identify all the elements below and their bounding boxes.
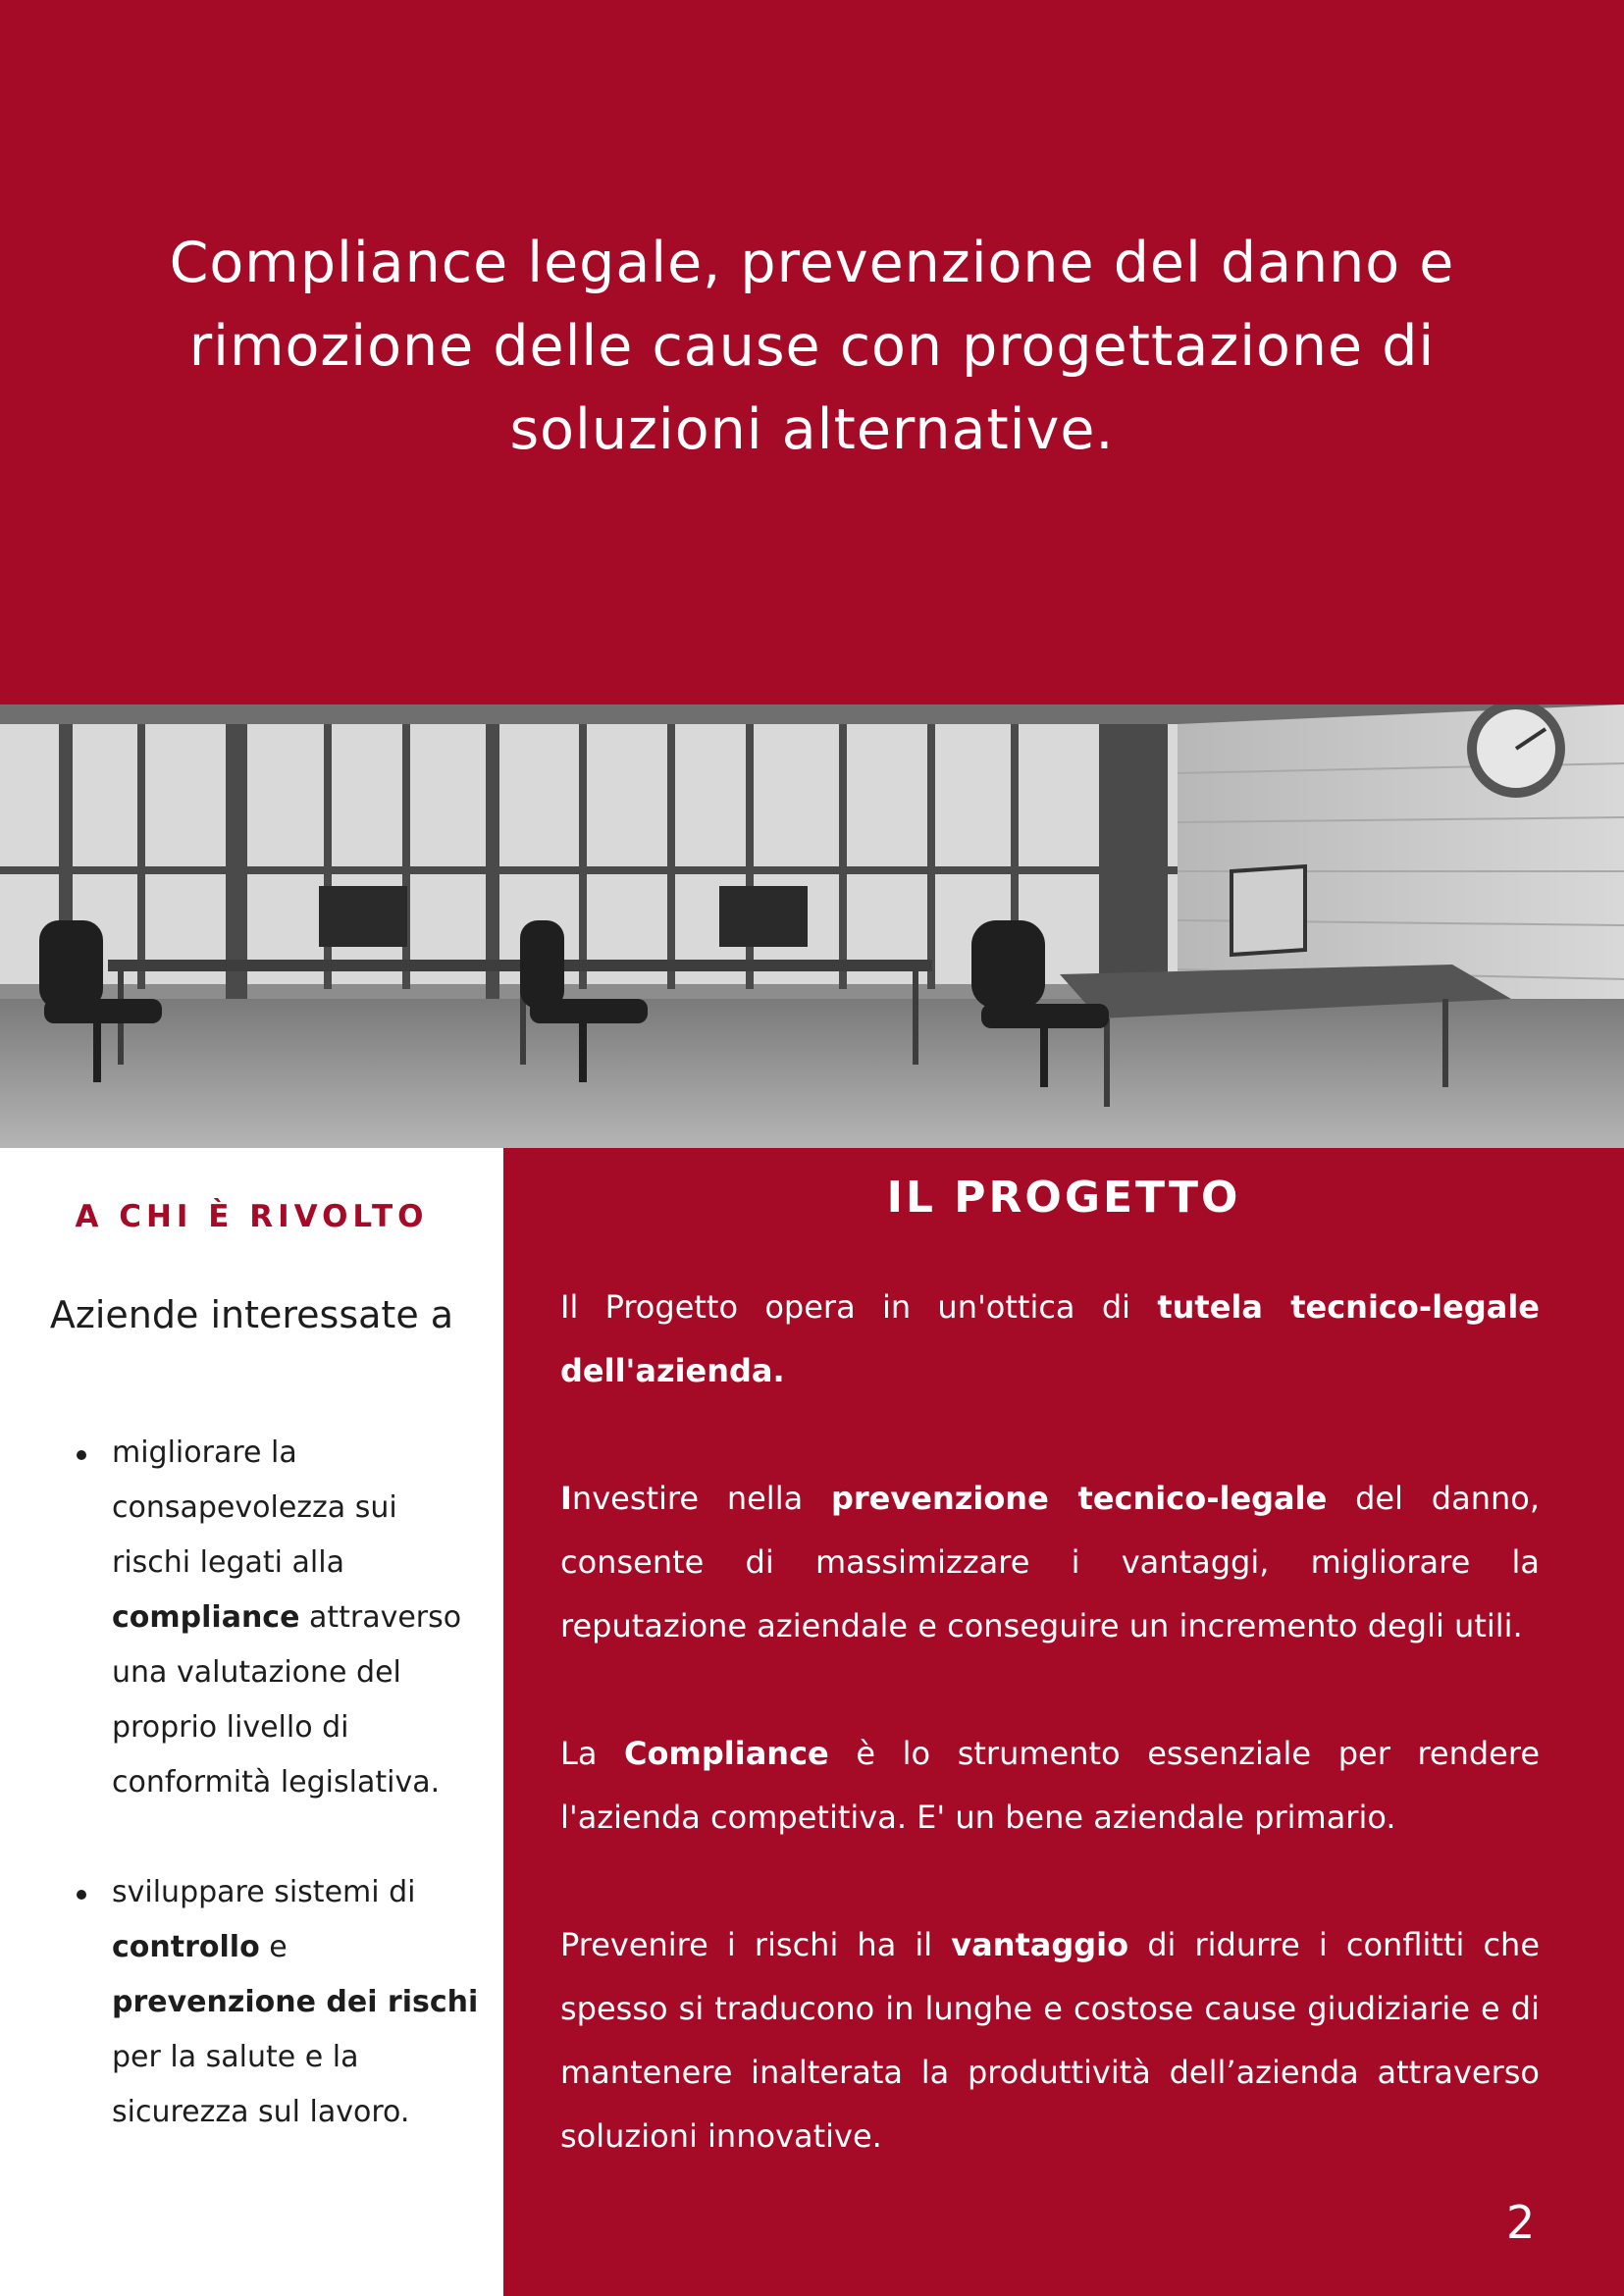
list-item-bold: controllo bbox=[112, 1930, 260, 1964]
list-item-bold: prevenzione dei rischi bbox=[112, 1985, 479, 2019]
paragraph-text: Prevenire i rischi ha il bbox=[560, 1926, 952, 1963]
paragraph-text: del danno, consente di massimizzare i vantaggi, migliorare la reputazione aziendale e conseguire un incremento degli utili. bbox=[560, 1480, 1541, 1644]
list-item-text: sviluppare sistemi di bbox=[112, 1875, 416, 1909]
list-item-text: migliorare la consapevolezza sui rischi legati alla bbox=[112, 1435, 397, 1580]
audience-list bbox=[69, 1426, 481, 2140]
office-photo bbox=[0, 704, 1624, 1148]
paragraph-text: di ridurre i conflitti che spesso si traducono in lunghe e costose cause giudiziarie e di mantenere inalterata la produttività dell’azienda attraverso soluzioni innovative. bbox=[560, 1926, 1541, 2155]
project-body bbox=[560, 1276, 1540, 2232]
page-number: 2 bbox=[1506, 2196, 1536, 2249]
office-photo-illustration bbox=[0, 704, 1624, 1148]
paragraph-text: Il Progetto opera in un'ottica di bbox=[560, 1288, 1158, 1326]
audience-intro: Aziende interessate a bbox=[49, 1293, 454, 1336]
project-paragraph-1 bbox=[560, 1276, 1540, 1403]
paragraph-text: è lo strumento essenziale per rendere l'azienda competitiva. E' un bene aziendale primario. bbox=[560, 1735, 1541, 1836]
paragraph-bold: vantaggio bbox=[951, 1926, 1129, 1963]
paragraph-text: nvestire nella bbox=[571, 1480, 831, 1517]
hero-title: Compliance legale, prevenzione del danno e rimozione delle cause con progettazione di soluzioni alternative. bbox=[169, 231, 1455, 462]
project-heading: IL PROGETTO bbox=[886, 1173, 1241, 1223]
list-item-bold: compliance bbox=[112, 1600, 300, 1635]
paragraph-bold: prevenzione tecnico-legale bbox=[830, 1480, 1328, 1517]
list-item-text: e bbox=[259, 1930, 288, 1964]
project-paragraph-2 bbox=[560, 1467, 1540, 1658]
paragraph-initial: I bbox=[560, 1480, 572, 1517]
paragraph-bold: tutela tecnico-legale dell'azienda. bbox=[560, 1288, 1541, 1389]
list-item-text: per la salute e la sicurezza sul lavoro. bbox=[112, 2040, 410, 2129]
paragraph-bold: Compliance bbox=[624, 1735, 829, 1772]
project-paragraph-3 bbox=[560, 1722, 1540, 1850]
paragraph-text: La bbox=[560, 1735, 625, 1772]
list-item bbox=[69, 1865, 481, 2140]
list-item bbox=[69, 1426, 481, 1810]
audience-heading: A CHI È RIVOLTO bbox=[75, 1199, 429, 1234]
project-paragraph-4 bbox=[560, 1913, 1540, 2168]
list-item-text: attraverso una valutazione del proprio livello di conformità legislativa. bbox=[112, 1600, 462, 1800]
